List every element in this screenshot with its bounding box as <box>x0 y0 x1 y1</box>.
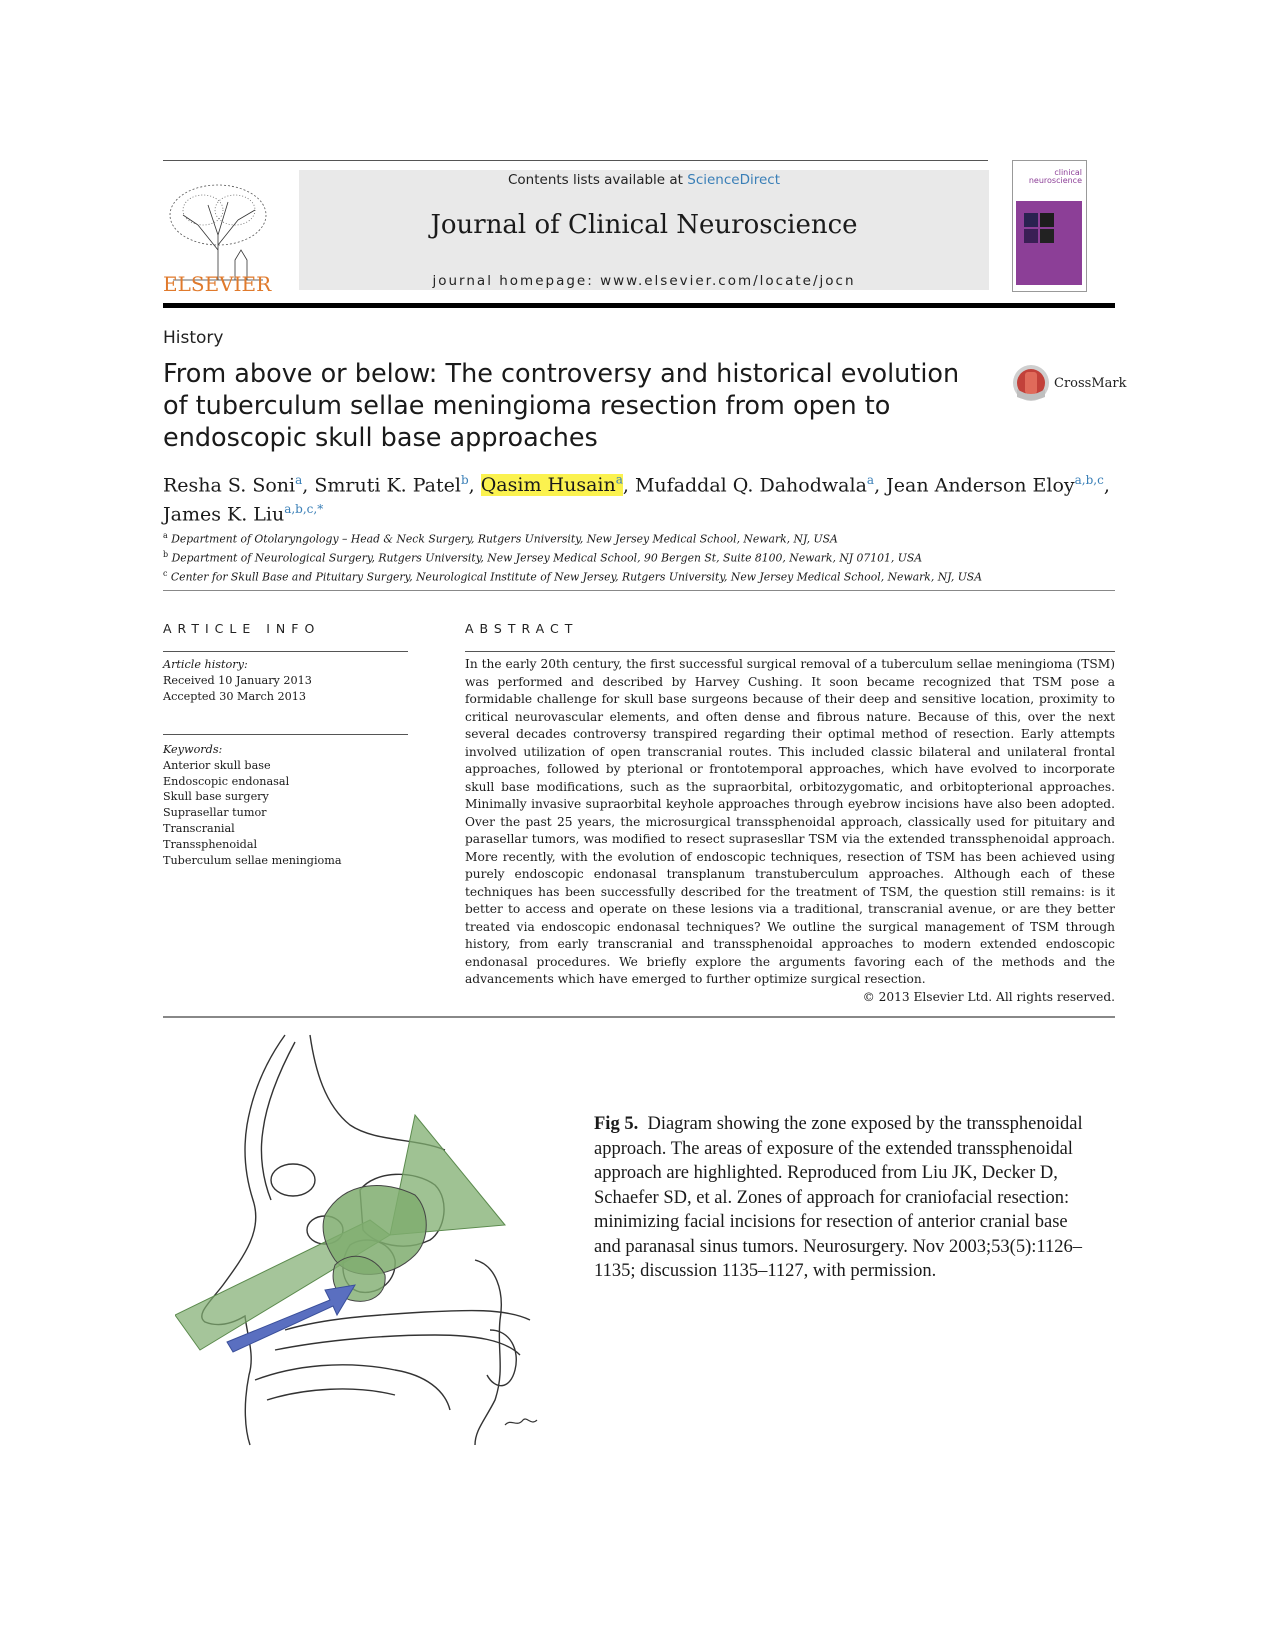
crossmark-label[interactable]: CrossMark <box>1054 376 1127 391</box>
history-label <box>163 657 403 673</box>
author-name: Qasim Husain <box>480 474 616 497</box>
keywords <box>163 742 403 868</box>
affiliation-sup: a <box>163 531 168 540</box>
author-list <box>163 468 1123 527</box>
article-title: From above or below: The controversy and historical evolution of tuberculum sellae meningioma resection from open to endoscopic skull base approaches <box>163 359 960 453</box>
crossmark-icon[interactable] <box>1012 363 1050 403</box>
keyword: Skull base surgery <box>163 790 269 804</box>
cover-title <box>1029 169 1082 185</box>
affiliation-text: Department of Neurological Surgery, Rutgers University, New Jersey Medical School, 90 Bergen St, Suite 8100, Newark, NJ 07101, USA <box>171 551 923 565</box>
keyword: Transcranial <box>163 821 235 835</box>
contents-prefix: Contents lists available at <box>507 172 688 188</box>
accepted-date: Accepted 30 March 2013 <box>163 689 306 703</box>
divider <box>465 651 1115 652</box>
author-name: Resha S. Soni <box>163 474 296 497</box>
affiliation-sup: b <box>163 550 169 560</box>
cover-title-line1: clinical <box>1054 168 1082 177</box>
keyword: Suprasellar tumor <box>163 806 267 820</box>
author-sep: , <box>1103 474 1110 497</box>
copyright: © 2013 Elsevier Ltd. All rights reserved. <box>862 990 1115 1004</box>
publisher-name: ELSEVIER <box>163 272 272 296</box>
keywords-label-text: Keywords: <box>163 743 223 756</box>
affiliation-item <box>163 528 1123 547</box>
keyword: Endoscopic endonasal <box>163 774 290 788</box>
article-section: History <box>163 328 224 348</box>
keyword: Anterior skull base <box>163 758 271 772</box>
author-sup[interactable]: a,b,c,* <box>284 502 324 517</box>
affiliation-text: Center for Skull Base and Pituitary Surgery, Neurological Institute of New Jersey, Rutgers University, New Jersey Medical School, Newark, NJ, USA <box>170 570 982 584</box>
sciencedirect-link[interactable]: ScienceDirect <box>687 172 781 188</box>
author-sup[interactable]: a <box>295 473 303 487</box>
author-sep: , <box>622 474 635 497</box>
author-sup[interactable]: a,b,c <box>1074 473 1104 487</box>
figure-caption <box>594 1112 1084 1284</box>
figure-caption-text: Diagram showing the zone exposed by the transsphenoidal approach. The areas of exposure of the extended transsphenoidal approach are highlighted. Reproduced from Liu JK, Decker D, Schaefer SD, et al. Zones of approach for craniofacial resection: minimizing facial incisions for resection of anterior cranial base and paranasal sinus tumors. Neurosurgery. Nov 2003;53(5):1126–1135; discussion 1135–1127, with permission. <box>594 1114 1083 1281</box>
author-name: Mufaddal Q. Dahodwala <box>634 474 867 497</box>
cover-thumb-1 <box>1024 213 1038 227</box>
author-name: Smruti K. Patel <box>314 474 461 497</box>
header-top-rule <box>163 160 988 161</box>
author-sep: , <box>302 474 315 497</box>
cover-title-line2: neuroscience <box>1028 176 1082 185</box>
divider <box>163 590 1115 591</box>
affiliations <box>163 528 1123 585</box>
author-name-highlighted <box>481 474 623 496</box>
author-sep: , <box>468 474 481 497</box>
author-sup[interactable]: a <box>615 473 623 487</box>
journal-title: Journal of Clinical Neuroscience <box>430 210 858 240</box>
sinus-diagram <box>175 1030 555 1450</box>
affiliation-sup: c <box>163 569 168 579</box>
author-sup[interactable]: b <box>460 473 469 487</box>
cover-thumb-4 <box>1040 229 1054 243</box>
abstract-heading: ABSTRACT <box>465 621 579 636</box>
author-name: Jean Anderson Eloy <box>886 474 1075 497</box>
author-name: James K. Liu <box>163 503 285 526</box>
article-history <box>163 657 403 704</box>
divider <box>163 1016 1115 1018</box>
received-date: Received 10 January 2013 <box>163 673 312 687</box>
author-sep: , <box>874 474 887 497</box>
affiliation-item <box>163 547 1123 566</box>
keywords-label <box>163 742 403 758</box>
affiliation-item <box>163 566 1123 585</box>
affiliation-text: Department of Otolaryngology – Head & Neck Surgery, Rutgers University, New Jersey Medical School, Newark, NJ, USA <box>171 532 838 546</box>
divider <box>163 734 408 735</box>
figure-label: Fig 5. <box>594 1114 639 1134</box>
journal-cover <box>1012 160 1087 292</box>
cover-band <box>1016 201 1082 285</box>
header-thick-rule <box>163 303 1115 308</box>
abstract-text: In the early 20th century, the first successful surgical removal of a tuberculum sellae meningioma (TSM) was performed and described by Harvey Cushing. It soon became recognized that TSM pose a formidable challenge for skull base surgeons because of their deep and sensitive location, proximity to critical neurovascular elements, and often dense and fibrous nature. Because of this, over the next several decades controversy transpired regarding their optimal method of resection. Early attempts involved utilization of open transcranial routes. This included classic bilateral and unilateral frontal approaches, followed by pterional or frontotemporal approaches, which have evolved to incorporate skull base modifications, such as the supraorbital, orbitozygomatic, and orbitopterional approaches. Minimally invasive supraorbital keyhole approaches through eyebrow incisions have also been adopted. Over the past 25 years, the microsurgical transsphenoidal approach, classically used for pituitary and parasellar tumors, was modified to resect suprasesllar TSM via the extended transsphenoidal approach. More recently, with the evolution of endoscopic techniques, resection of TSM has been achieved using purely endoscopic endonasal transplanum transtuberculum approaches. Although each of these techniques has been successfully described for the treatment of TSM, the question still remains: is it better to access and operate on these lesions via a traditional, transcranial avenue, or are they better treated via endoscopic endonasal techniques? We outline the surgical management of TSM through history, from early transcranial and transsphenoidal approaches to modern extended endoscopic endonasal procedures. We briefly explore the arguments favoring each of the methods and the advancements which have emerged to further optimize surgical resection. <box>465 657 1115 986</box>
divider <box>163 651 408 652</box>
cover-thumb-2 <box>1040 213 1054 227</box>
keyword: Transsphenoidal <box>163 837 258 851</box>
cover-thumb-3 <box>1024 229 1038 243</box>
keyword: Tuberculum sellae meningioma <box>163 853 342 867</box>
journal-banner <box>299 170 989 290</box>
contents-line <box>299 172 989 188</box>
journal-homepage[interactable]: journal homepage: www.elsevier.com/locate/jocn <box>432 273 856 289</box>
article-info-heading: ARTICLE INFO <box>163 621 321 636</box>
author-sup[interactable]: a <box>866 473 875 487</box>
history-label-text: Article history: <box>163 658 248 671</box>
